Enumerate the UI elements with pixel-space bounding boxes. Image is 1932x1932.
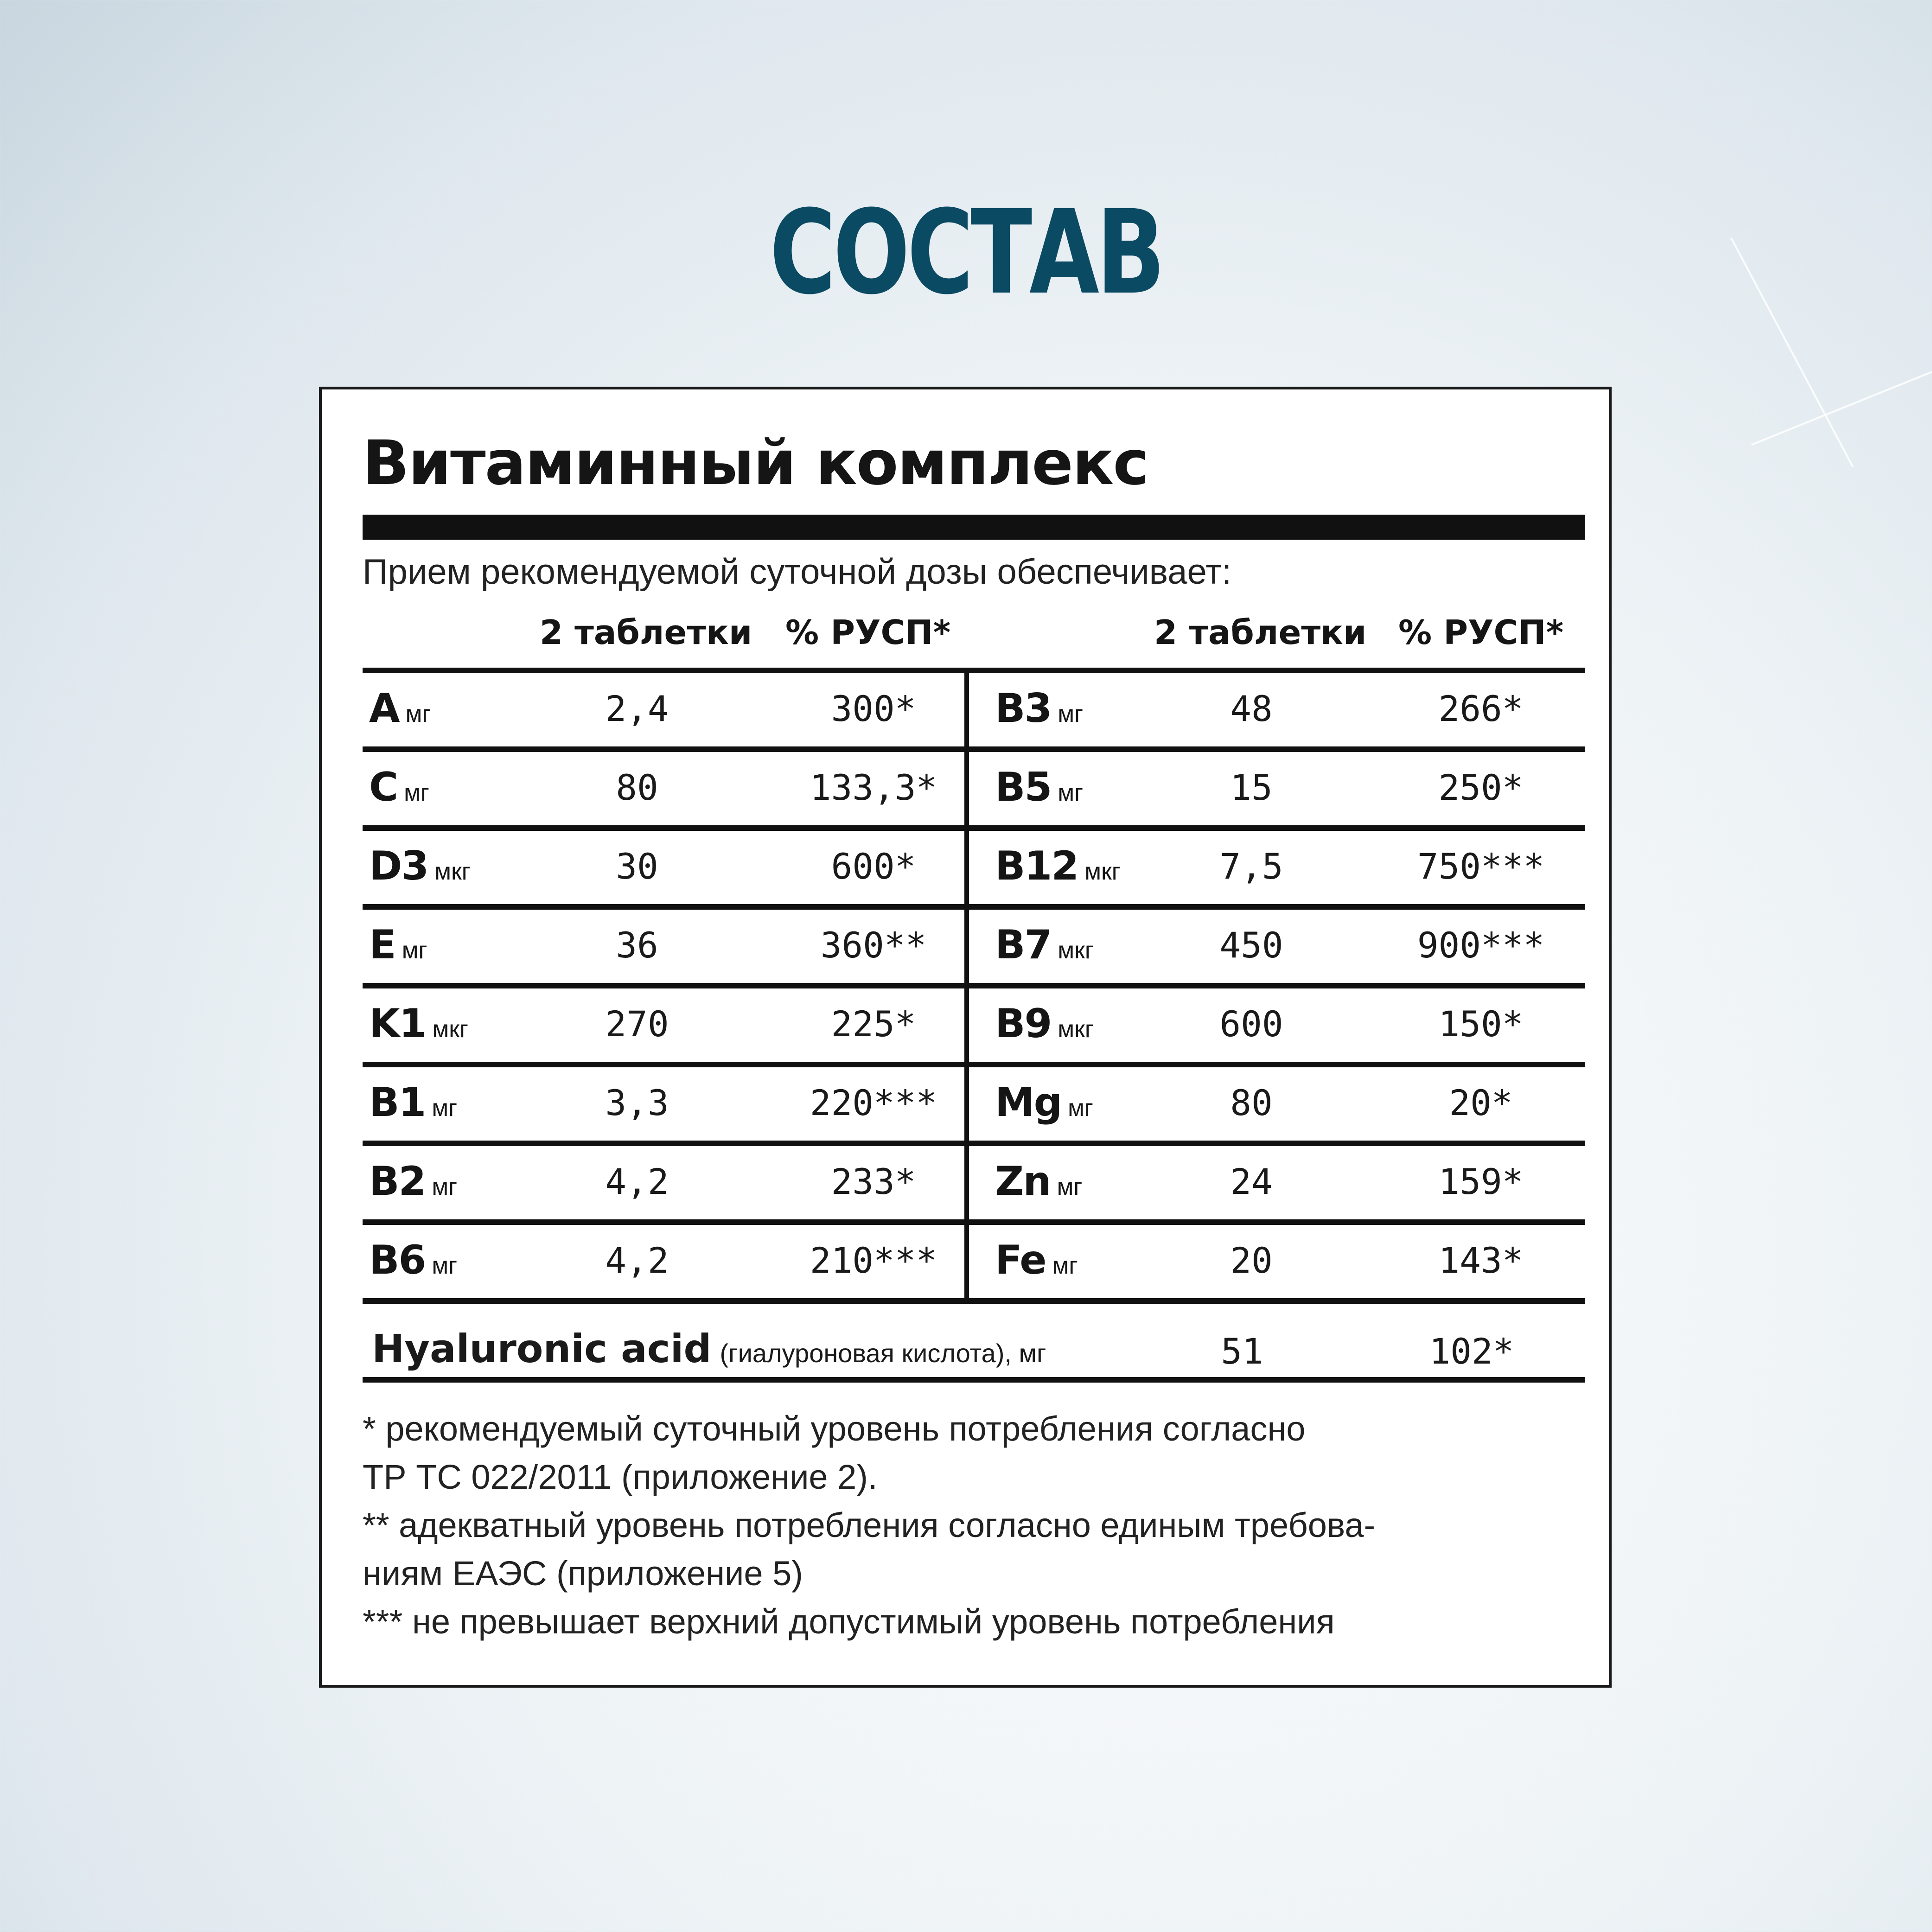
nutrient-name (369, 1158, 457, 1205)
hyaluronic-acid-pct: 102* (1429, 1331, 1514, 1372)
row-divider (363, 1219, 1585, 1225)
nutrient-unit: мкг (1084, 858, 1121, 885)
page-title: СОСТАВ (769, 185, 1163, 320)
footnotes (363, 1405, 1596, 1646)
footnote-line: *** не превышает верхний допустимый уровень потребления (363, 1602, 1335, 1641)
nutrient-symbol: B3 (995, 685, 1052, 732)
nutrient-symbol: B9 (995, 1001, 1052, 1047)
nutrient-symbol: E (369, 922, 395, 968)
hyaluronic-acid-name: Hyaluronic acid (372, 1326, 712, 1371)
nutrient-name (369, 922, 427, 968)
intro-text: Прием рекомендуемой суточной дозы обеспечивает: (363, 552, 1232, 592)
nutrient-unit: мг (1052, 1252, 1078, 1279)
nutrient-unit: мг (405, 701, 431, 727)
footnote-line: ** адекватный уровень потребления согласно единым требова- (363, 1506, 1376, 1544)
nutrient-dose: 600 (1219, 1003, 1283, 1045)
nutrient-pct: 250* (1438, 767, 1524, 808)
nutrient-unit: мг (1068, 1095, 1093, 1122)
footnote-line: * рекомендуемый суточный уровень потребления согласно (363, 1409, 1306, 1448)
nutrient-unit: мг (1058, 701, 1084, 727)
row-divider (363, 1377, 1585, 1383)
nutrient-name (369, 1001, 468, 1047)
nutrient-name (995, 922, 1094, 968)
nutrient-symbol: B7 (995, 922, 1052, 968)
nutrient-unit: мг (402, 937, 427, 964)
row-divider (363, 825, 1585, 831)
nutrient-symbol: Mg (995, 1079, 1062, 1126)
nutrient-dose: 30 (616, 846, 658, 887)
nutrient-name (995, 764, 1083, 810)
row-divider (363, 1141, 1585, 1146)
col-header-pct-left: % РУСП* (785, 613, 951, 652)
nutrient-dose: 450 (1219, 925, 1283, 966)
nutrient-name (369, 1237, 457, 1283)
nutrient-symbol: Fe (995, 1237, 1046, 1283)
nutrient-name (995, 1001, 1094, 1047)
nutrient-dose: 20 (1230, 1240, 1273, 1281)
nutrient-symbol: A (369, 685, 399, 732)
nutrient-dose: 270 (605, 1003, 669, 1045)
nutrient-dose: 36 (616, 925, 658, 966)
hyaluronic-acid-label (372, 1326, 1046, 1371)
nutrient-unit: мг (432, 1173, 458, 1200)
nutrient-dose: 4,2 (605, 1240, 669, 1281)
nutrient-name (995, 1237, 1078, 1283)
nutrient-symbol: D3 (369, 843, 428, 889)
nutrient-unit: мг (432, 1095, 458, 1122)
col-header-pct-right: % РУСП* (1398, 613, 1564, 652)
hyaluronic-acid-dose: 51 (1221, 1331, 1263, 1372)
nutrient-pct: 900*** (1417, 925, 1545, 966)
nutrient-pct: 233* (831, 1161, 916, 1202)
nutrient-symbol: B6 (369, 1237, 426, 1283)
nutrient-dose: 2,4 (605, 688, 669, 729)
nutrient-dose: 80 (1230, 1082, 1273, 1123)
nutrient-unit: мг (404, 779, 429, 806)
nutrient-pct: 300* (831, 688, 916, 729)
nutrient-unit: мг (432, 1252, 458, 1279)
nutrient-dose: 80 (616, 767, 658, 808)
composition-panel (319, 387, 1612, 1688)
nutrient-name (995, 685, 1083, 732)
nutrient-pct: 143* (1438, 1240, 1524, 1281)
row-divider (363, 746, 1585, 752)
nutrient-unit: мкг (1058, 937, 1094, 964)
row-divider (363, 1062, 1585, 1067)
nutrient-dose: 15 (1230, 767, 1273, 808)
nutrient-pct: 133,3* (810, 767, 937, 808)
row-divider (363, 983, 1585, 988)
nutrient-name (995, 843, 1121, 889)
nutrient-symbol: K1 (369, 1001, 426, 1047)
nutrient-name (995, 1158, 1082, 1205)
nutrient-pct: 150* (1438, 1003, 1524, 1045)
nutrient-symbol: B12 (995, 843, 1078, 889)
nutrient-pct: 750*** (1417, 846, 1545, 887)
nutrient-symbol: B5 (995, 764, 1052, 810)
col-header-dose-right: 2 таблетки (1154, 613, 1367, 652)
nutrient-unit: мг (1058, 779, 1084, 806)
nutrient-unit: мкг (434, 858, 471, 885)
nutrient-pct: 220*** (810, 1082, 937, 1123)
nutrient-pct: 210*** (810, 1240, 937, 1281)
nutrient-unit: мкг (1058, 1016, 1094, 1043)
nutrient-symbol: Zn (995, 1158, 1051, 1205)
panel-heading: Витаминный комплекс (363, 427, 1148, 499)
hyaluronic-acid-unit: (гиалуроновая кислота), мг (720, 1339, 1046, 1368)
heading-underline-bar (363, 515, 1585, 540)
nutrient-symbol: B1 (369, 1079, 426, 1126)
row-divider (363, 904, 1585, 910)
nutrient-dose: 24 (1230, 1161, 1273, 1202)
light-flare (1751, 371, 1932, 446)
nutrient-name (369, 685, 431, 732)
nutrient-name (369, 843, 471, 889)
footnote-line: ниям ЕАЭС (приложение 5) (363, 1554, 803, 1593)
nutrient-dose: 7,5 (1219, 846, 1283, 887)
footnote-line: ТР ТС 022/2011 (приложение 2). (363, 1458, 878, 1496)
nutrient-pct: 600* (831, 846, 916, 887)
nutrient-dose: 4,2 (605, 1161, 669, 1202)
col-header-dose-left: 2 таблетки (540, 613, 752, 652)
light-flare (1730, 237, 1854, 467)
nutrient-pct: 225* (831, 1003, 916, 1045)
nutrient-dose: 3,3 (605, 1082, 669, 1123)
nutrient-pct: 20* (1449, 1082, 1513, 1123)
nutrient-name (369, 1079, 457, 1126)
nutrient-unit: мг (1057, 1173, 1083, 1200)
nutrient-name (995, 1079, 1093, 1126)
nutrient-pct: 159* (1438, 1161, 1524, 1202)
row-divider (363, 668, 1585, 673)
nutrient-pct: 266* (1438, 688, 1524, 729)
nutrient-dose: 48 (1230, 688, 1273, 729)
row-divider (363, 1298, 1585, 1304)
nutrient-symbol: B2 (369, 1158, 426, 1205)
nutrient-unit: мкг (432, 1016, 468, 1043)
nutrient-symbol: C (369, 764, 398, 810)
nutrient-name (369, 764, 429, 810)
nutrient-pct: 360** (820, 925, 927, 966)
